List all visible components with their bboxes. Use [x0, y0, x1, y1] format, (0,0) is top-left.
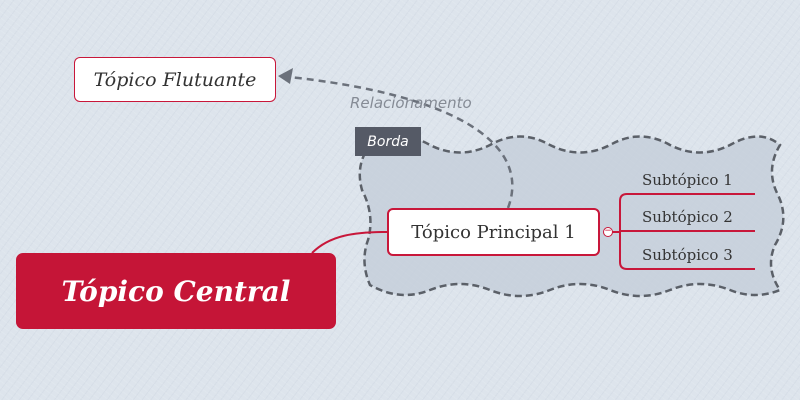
main-topic[interactable]: Tópico Principal 1	[387, 208, 600, 256]
subtopic-3[interactable]: Subtópico 3	[642, 246, 733, 264]
relationship-label[interactable]: Relacionamento	[350, 94, 472, 112]
central-topic[interactable]: Tópico Central	[16, 253, 336, 329]
floating-topic[interactable]: Tópico Flutuante	[74, 57, 276, 102]
relationship-arrowhead	[278, 68, 293, 84]
boundary-label[interactable]: Borda	[355, 127, 421, 156]
subtopic-1[interactable]: Subtópico 1	[642, 171, 733, 189]
subtopic-2[interactable]: Subtópico 2	[642, 208, 733, 226]
collapse-toggle-icon[interactable]: −	[604, 226, 612, 236]
